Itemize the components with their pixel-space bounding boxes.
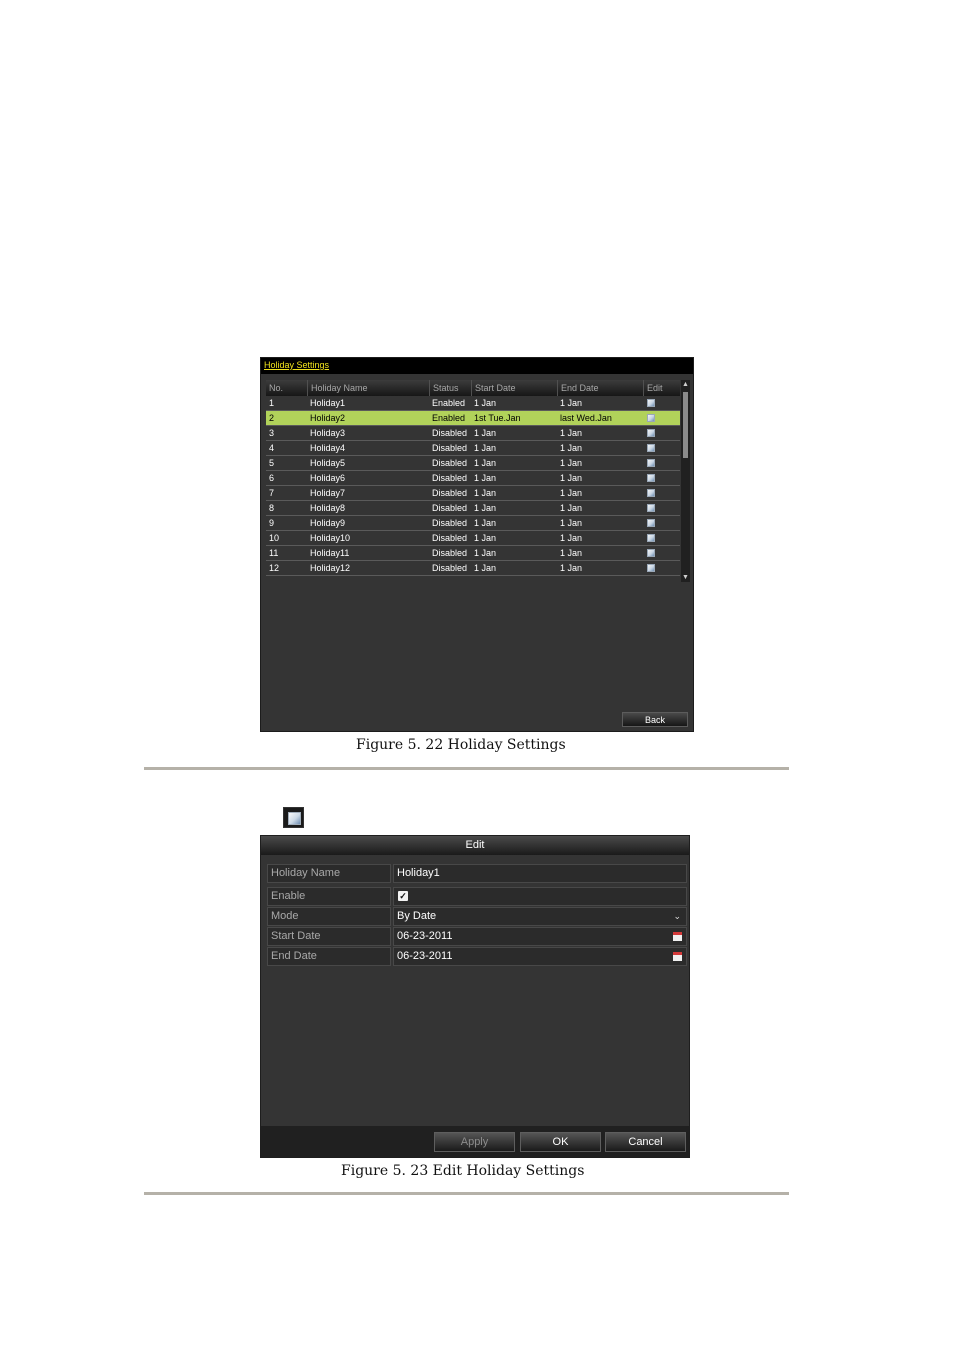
holiday-start-date: 1 Jan <box>474 563 497 573</box>
holiday-status: Disabled <box>432 458 468 468</box>
holiday-status: Disabled <box>432 518 468 528</box>
edit-icon[interactable] <box>647 429 655 437</box>
holiday-edit-cell <box>643 516 680 531</box>
column-header-holiday-name[interactable]: Holiday Name <box>307 380 429 396</box>
holiday-start-date: 1 Jan <box>474 548 497 558</box>
edit-dialog-titlebar <box>261 836 689 855</box>
holiday-start-date: 1 Jan <box>474 518 497 528</box>
holiday-edit-cell <box>643 501 680 516</box>
holiday-table-header <box>266 380 680 396</box>
section-divider <box>144 767 789 770</box>
edit-icon[interactable] <box>647 459 655 467</box>
holiday-name: Holiday11 <box>310 548 350 558</box>
edit-icon[interactable] <box>647 399 655 407</box>
holiday-name: Holiday2 <box>310 413 346 423</box>
holiday-status: Disabled <box>432 428 468 438</box>
holiday-status: Enabled <box>432 398 466 408</box>
table-row[interactable] <box>266 441 680 456</box>
holiday-start-date: 1 Jan <box>474 443 497 453</box>
holiday-end-date: 1 Jan <box>560 548 583 558</box>
edit-icon[interactable] <box>647 474 655 482</box>
holiday-start-date: 1 Jan <box>474 398 497 408</box>
holiday-end-date: 1 Jan <box>560 443 583 453</box>
table-row[interactable] <box>266 501 680 516</box>
holiday-end-date: 1 Jan <box>560 473 583 483</box>
column-header-end-date[interactable]: End Date <box>557 380 643 396</box>
edit-dialog-title: Edit <box>465 839 485 851</box>
table-row[interactable] <box>266 531 680 546</box>
table-row[interactable] <box>266 411 680 426</box>
holiday-name: Holiday12 <box>310 563 351 573</box>
mode-select[interactable] <box>393 907 687 926</box>
table-row[interactable] <box>266 456 680 471</box>
holiday-no: 7 <box>269 488 275 498</box>
holiday-end-date: 1 Jan <box>560 488 583 498</box>
column-header-no[interactable]: No. <box>269 383 284 393</box>
holiday-status: Disabled <box>432 533 468 543</box>
holiday-table-scrollbar[interactable] <box>681 380 690 582</box>
calendar-icon[interactable] <box>673 952 682 961</box>
holiday-status: Disabled <box>432 503 468 513</box>
holiday-status: Disabled <box>432 563 468 573</box>
holiday-end-date: 1 Jan <box>560 518 583 528</box>
holiday-edit-cell <box>643 546 680 561</box>
holiday-start-date: 1 Jan <box>474 533 497 543</box>
holiday-no: 3 <box>269 428 275 438</box>
holiday-edit-cell <box>643 426 680 441</box>
holiday-no: 12 <box>269 563 280 573</box>
mode-row <box>267 907 687 926</box>
holiday-name: Holiday5 <box>310 458 346 468</box>
holiday-name: Holiday4 <box>310 443 346 453</box>
holiday-start-date: 1 Jan <box>474 428 497 438</box>
column-header-start-date[interactable]: Start Date <box>471 380 557 396</box>
holiday-status: Disabled <box>432 473 468 483</box>
edit-holiday-dialog <box>260 835 690 1158</box>
edit-icon[interactable] <box>647 444 655 452</box>
figure-caption-edit-holiday-settings: Figure 5. 23 Edit Holiday Settings <box>341 1163 585 1179</box>
edit-icon <box>283 807 304 828</box>
holiday-end-date: last Wed.Jan <box>560 413 612 423</box>
holiday-name: Holiday3 <box>310 428 346 438</box>
holiday-name: Holiday9 <box>310 518 346 528</box>
holiday-edit-cell <box>643 411 680 426</box>
edit-icon[interactable] <box>647 414 655 422</box>
holiday-settings-panel <box>260 357 694 732</box>
edit-icon[interactable] <box>647 489 655 497</box>
back-button[interactable]: Back <box>622 712 688 727</box>
table-row[interactable] <box>266 471 680 486</box>
mode-select-value: By Date <box>397 910 437 922</box>
holiday-settings-titlebar <box>261 358 693 374</box>
holiday-end-date: 1 Jan <box>560 398 583 408</box>
holiday-edit-cell <box>643 456 680 471</box>
start-date-value: 06-23-2011 <box>397 930 453 942</box>
holiday-no: 6 <box>269 473 275 483</box>
start-date-input[interactable] <box>393 927 687 946</box>
holiday-status: Disabled <box>432 548 468 558</box>
holiday-start-date: 1 Jan <box>474 473 497 483</box>
table-row[interactable] <box>266 561 680 576</box>
holiday-name: Holiday7 <box>310 488 346 498</box>
mode-label: Mode <box>267 907 391 926</box>
holiday-edit-cell <box>643 531 680 546</box>
enable-field <box>393 887 687 906</box>
table-row[interactable] <box>266 546 680 561</box>
scroll-up-icon[interactable]: ▲ <box>682 381 689 388</box>
end-date-input[interactable] <box>393 947 687 966</box>
table-row[interactable] <box>266 426 680 441</box>
table-row[interactable] <box>266 396 680 411</box>
enable-label: Enable <box>267 887 391 906</box>
holiday-name: Holiday1 <box>310 398 346 408</box>
column-header-status[interactable]: Status <box>429 380 471 396</box>
edit-icon[interactable] <box>647 504 655 512</box>
holiday-status: Enabled <box>432 413 466 423</box>
calendar-icon[interactable] <box>673 932 682 941</box>
holiday-name: Holiday6 <box>310 473 346 483</box>
holiday-no: 1 <box>269 398 275 408</box>
start-date-row <box>267 927 687 946</box>
holiday-edit-cell <box>643 561 680 576</box>
apply-button[interactable]: Apply <box>434 1132 515 1152</box>
holiday-name: Holiday10 <box>310 533 351 543</box>
chevron-down-icon[interactable]: ⌄ <box>673 911 681 921</box>
table-row[interactable] <box>266 486 680 501</box>
holiday-table <box>266 380 680 582</box>
end-date-value: 06-23-2011 <box>397 950 453 962</box>
holiday-name-row <box>267 864 687 883</box>
holiday-no: 4 <box>269 443 275 453</box>
holiday-status: Disabled <box>432 443 468 453</box>
holiday-end-date: 1 Jan <box>560 458 583 468</box>
holiday-edit-cell <box>643 396 680 411</box>
holiday-start-date: 1 Jan <box>474 503 497 513</box>
holiday-start-date: 1 Jan <box>474 458 497 468</box>
holiday-name-label: Holiday Name <box>267 864 391 883</box>
holiday-edit-cell <box>643 471 680 486</box>
end-date-row <box>267 947 687 966</box>
holiday-no: 5 <box>269 458 275 468</box>
end-date-label: End Date <box>267 947 391 966</box>
scrollbar-thumb[interactable] <box>683 392 688 458</box>
holiday-no: 8 <box>269 503 275 513</box>
figure-caption-holiday-settings: Figure 5. 22 Holiday Settings <box>356 737 566 753</box>
holiday-no: 2 <box>269 413 275 423</box>
holiday-end-date: 1 Jan <box>560 563 583 573</box>
enable-row <box>267 887 687 906</box>
table-row[interactable] <box>266 516 680 531</box>
holiday-status: Disabled <box>432 488 468 498</box>
holiday-no: 9 <box>269 518 275 528</box>
holiday-edit-cell <box>643 486 680 501</box>
ok-button[interactable]: OK <box>520 1132 601 1152</box>
holiday-end-date: 1 Jan <box>560 533 583 543</box>
edit-icon[interactable] <box>647 564 655 572</box>
holiday-name-input[interactable]: Holiday1 <box>393 864 687 883</box>
edit-icon[interactable] <box>647 519 655 527</box>
holiday-edit-cell <box>643 441 680 456</box>
start-date-label: Start Date <box>267 927 391 946</box>
holiday-name: Holiday8 <box>310 503 346 513</box>
edit-dialog-footer <box>261 1126 689 1157</box>
holiday-settings-title[interactable]: Holiday Settings <box>264 360 330 370</box>
holiday-end-date: 1 Jan <box>560 503 583 513</box>
holiday-start-date: 1st Tue.Jan <box>474 413 521 423</box>
enable-checkbox[interactable]: ✓ <box>399 891 407 901</box>
section-divider <box>144 1192 789 1195</box>
edit-icon[interactable] <box>647 549 655 557</box>
holiday-start-date: 1 Jan <box>474 488 497 498</box>
holiday-end-date: 1 Jan <box>560 428 583 438</box>
holiday-no: 11 <box>269 548 279 558</box>
holiday-no: 10 <box>269 533 280 543</box>
edit-icon[interactable] <box>647 534 655 542</box>
scroll-down-icon[interactable]: ▼ <box>682 574 689 581</box>
cancel-button[interactable]: Cancel <box>605 1132 686 1152</box>
column-header-edit[interactable]: Edit <box>643 380 680 396</box>
